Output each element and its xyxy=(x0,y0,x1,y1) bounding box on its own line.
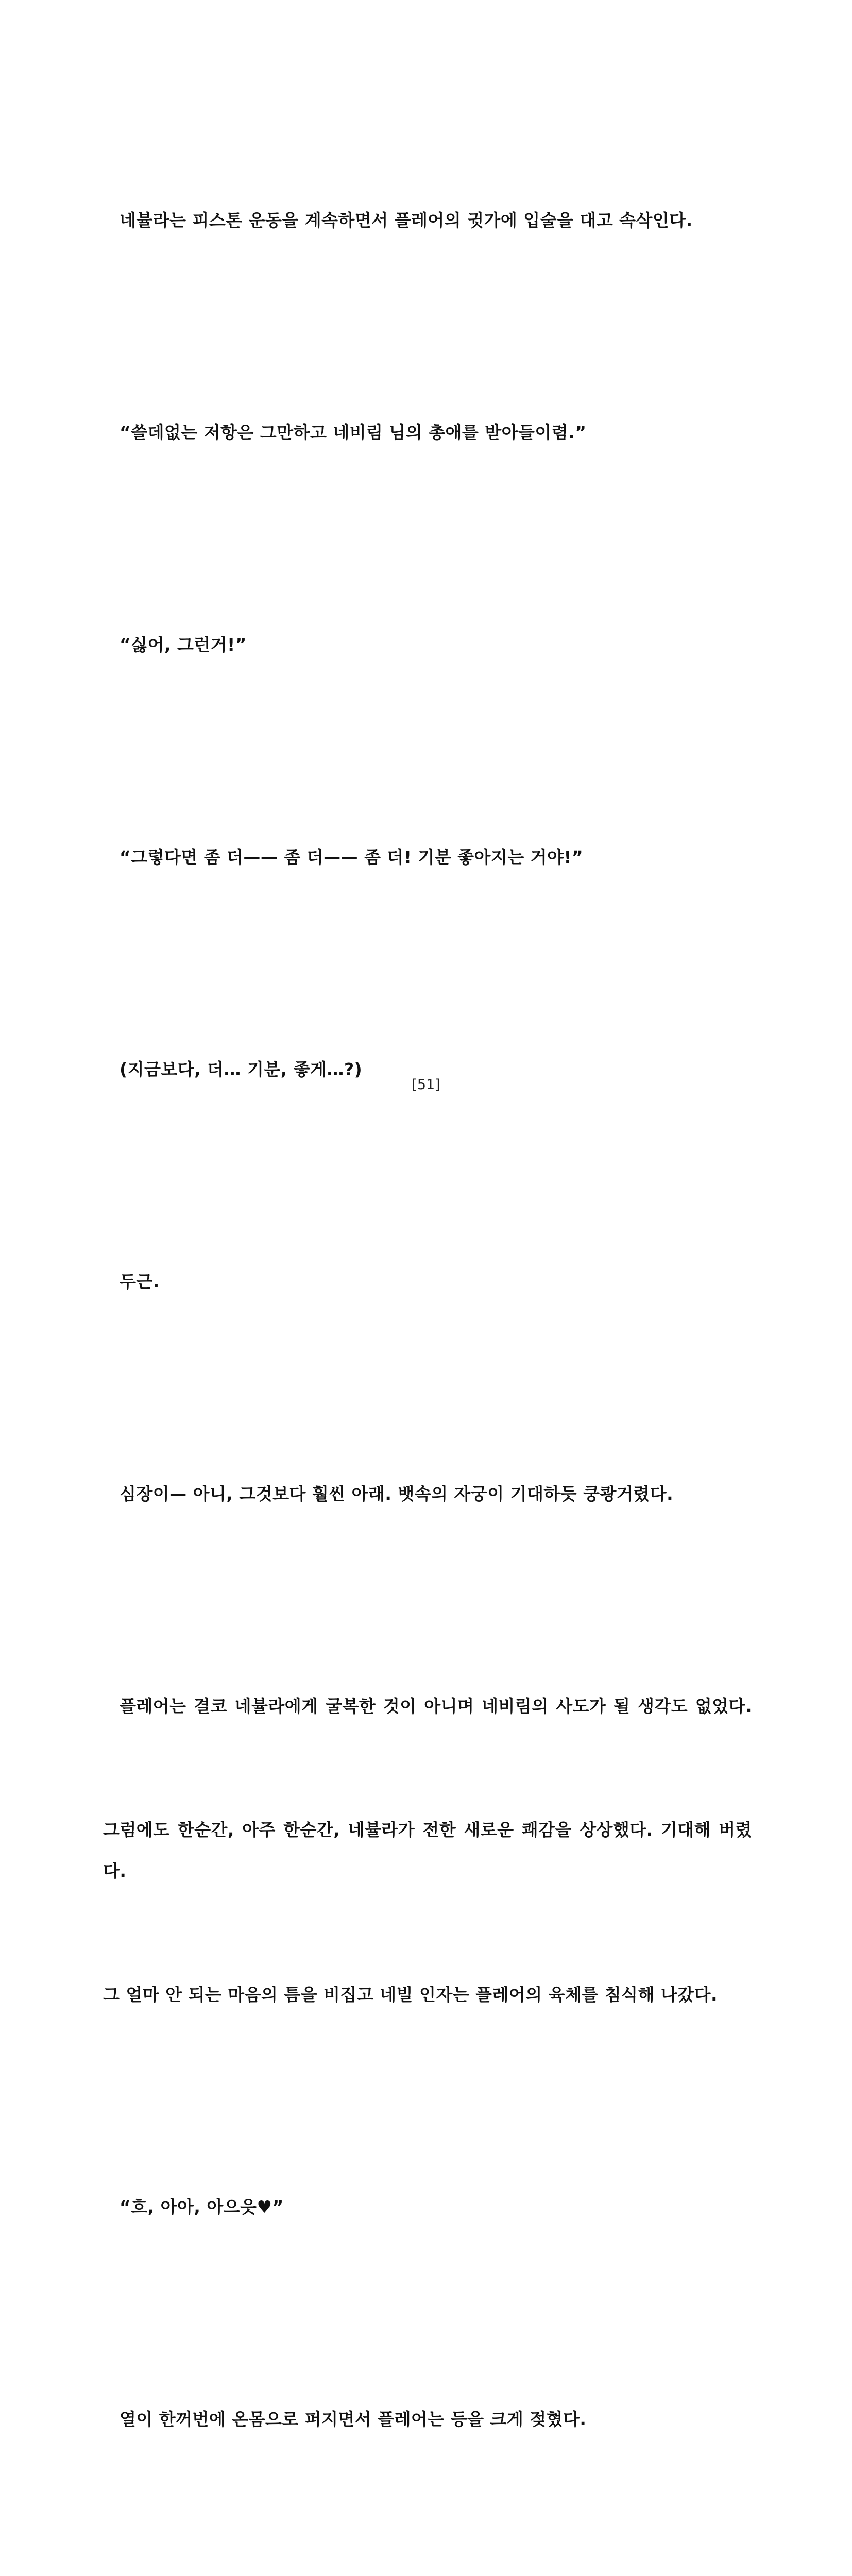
paragraph xyxy=(103,1391,752,1597)
page-number: [51] xyxy=(412,1077,440,1093)
paragraph-line: “쓸데없는 저항은 그만하고 네비림 님의 총애를 받아들이렴.” xyxy=(120,422,587,443)
paragraph xyxy=(103,542,752,748)
paragraph-line: 그 얼마 안 되는 마음의 틈을 비집고 네빌 인자는 플레어의 육체를 침식해 나갔다. xyxy=(103,1985,718,2005)
paragraph-line: 그럼에도 한순간, 아주 한순간, 네뷸라가 전한 새로운 쾌감을 상상했다. 기대해 버렸다. xyxy=(103,1820,752,1881)
page-body xyxy=(103,117,752,2576)
paragraph-line: “싫어, 그런거!” xyxy=(120,635,247,655)
paragraph-line: 두근. xyxy=(120,1272,160,1292)
paragraph xyxy=(103,330,752,536)
paragraph-line: “그렇다면 좀 더—— 좀 더—— 좀 더! 기분 좋아지는 거야!” xyxy=(120,847,584,867)
paragraph-line: (지금보다, 더… 기분, 좋게…?) xyxy=(120,1059,363,1079)
paragraph xyxy=(103,1179,752,1385)
paragraph xyxy=(103,754,752,960)
paragraph xyxy=(103,117,752,324)
paragraph xyxy=(103,2316,752,2522)
paragraph-line: 열이 한꺼번에 온몸으로 퍼지면서 플레어는 등을 크게 젖혔다. xyxy=(120,2409,587,2429)
paragraph-line: 플레어는 결코 네뷸라에게 굴복한 것이 아니며 네비림의 사도가 될 생각도 없었다. xyxy=(120,1696,752,1716)
paragraph xyxy=(103,2529,752,2576)
paragraph-line: 심장이— 아니, 그것보다 훨씬 아래. 뱃속의 자궁이 기대하듯 쿵쾅거렸다. xyxy=(120,1484,674,1504)
paragraph xyxy=(103,967,752,1173)
paragraph-line: “흐, 아아, 아으읏♥” xyxy=(120,2197,284,2217)
paragraph xyxy=(103,2104,752,2310)
paragraph xyxy=(103,1603,752,2098)
paragraph-line: 네뷸라는 피스톤 운동을 계속하면서 플레어의 귓가에 입술을 대고 속삭인다. xyxy=(120,210,693,230)
